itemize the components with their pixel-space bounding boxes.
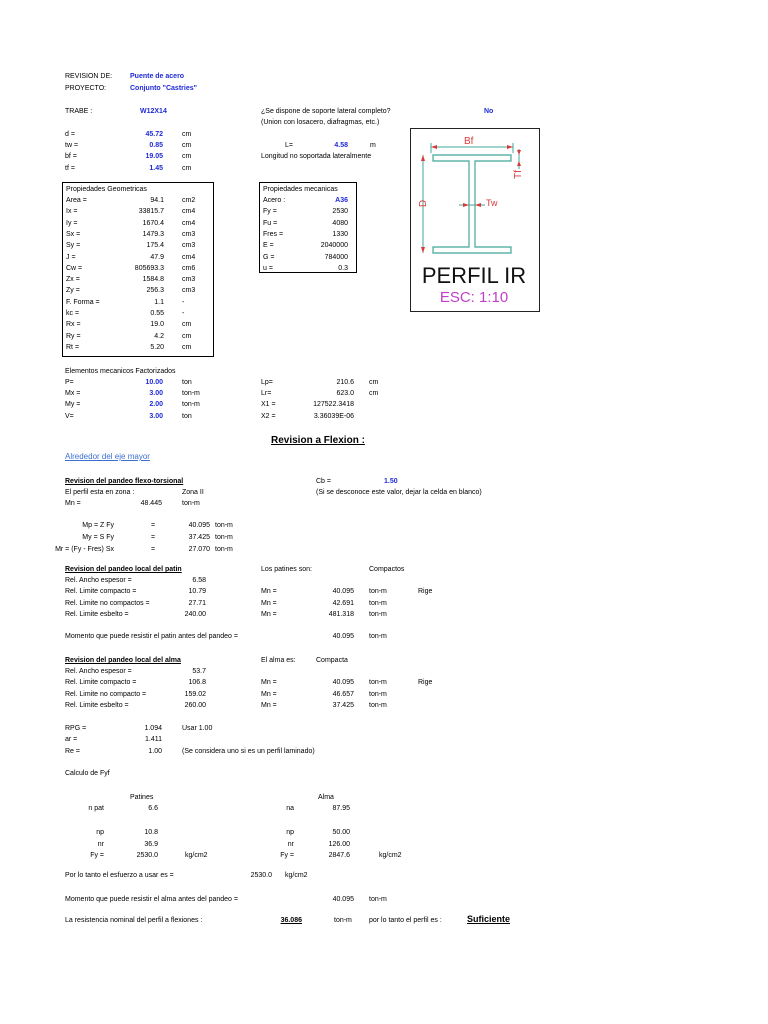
factored-label: V=: [65, 412, 74, 420]
fyf-left-label: n pat: [88, 805, 104, 812]
geo-prop-unit: cm4: [182, 208, 196, 216]
lateral-question: ¿Se dispone de soporte lateral completo?: [261, 108, 391, 115]
factored-value: 3.00: [149, 390, 163, 398]
factored-label: Lp=: [261, 379, 273, 386]
flange-row-label: Rel. Limite esbelto =: [65, 610, 129, 618]
rpg-label: RPG =: [65, 725, 87, 732]
factored-value: 10.00: [145, 379, 163, 386]
flange-row-mn-value: 42.691: [332, 599, 354, 607]
geo-prop-value: 1479.3: [142, 230, 164, 238]
factored-value: 127522.3418: [313, 401, 354, 409]
web-state-label: El alma es:: [261, 657, 296, 664]
geo-prop-label: Cw =: [66, 264, 83, 272]
flange-row-mn: Mn =: [261, 610, 277, 618]
tw-arrow-icon: [475, 203, 481, 207]
fyf-left-label: np: [96, 829, 104, 836]
mech-prop-value: 784000: [324, 253, 348, 261]
geo-prop-label: Rx =: [66, 321, 81, 329]
fyf-left-label: Fy =: [90, 852, 104, 859]
cb-value: 1.50: [384, 478, 398, 485]
moment-value: 27.070: [188, 546, 210, 553]
moment-unit: ton-m: [215, 522, 233, 529]
fyf-right-value: 50.00: [332, 829, 350, 836]
rpg-value: 1.411: [145, 736, 162, 744]
web-row-value: 260.00: [184, 701, 206, 709]
geo-prop-unit: cm6: [182, 264, 196, 272]
mech-prop-value: 0.3: [338, 264, 348, 272]
moment-unit: ton-m: [215, 546, 233, 553]
mech-prop-label: G =: [263, 253, 275, 261]
factored-value: 210.6: [336, 379, 354, 386]
mech-prop-label: Fu =: [263, 219, 278, 227]
flange-row-unit: ton-m: [369, 599, 387, 607]
factored-label: Mx =: [65, 390, 81, 398]
factored-label: X1 =: [261, 401, 276, 409]
fyf-left-value: 10.8: [144, 829, 158, 836]
flange-moment-value: 40.095: [332, 633, 354, 640]
factored-value: 2.00: [149, 401, 163, 409]
l-value: 4.58: [334, 142, 348, 149]
moment-value: 37.425: [188, 534, 210, 541]
flange-row-value: 6.58: [192, 577, 206, 584]
factored-unit: ton-m: [182, 390, 200, 398]
dim-label: tw =: [65, 142, 79, 149]
moment-label: Mp = Z Fy: [82, 522, 114, 529]
geo-prop-label: Zx =: [66, 276, 80, 284]
flange-state-value: Compactos: [369, 566, 405, 573]
web-row-label: Rel. Limite no compacto =: [65, 690, 147, 698]
moment-unit: ton-m: [215, 534, 233, 541]
flange-row-value: 27.71: [188, 599, 206, 607]
geo-prop-value: 47.9: [150, 253, 164, 261]
fyf-right-label: na: [286, 805, 294, 812]
geo-prop-value: 805693.3: [134, 264, 164, 272]
geo-prop-unit: -: [182, 310, 185, 317]
geo-prop-unit: cm4: [182, 253, 196, 261]
fyf-right-value: 126.00: [328, 841, 350, 848]
zone-value: Zona II: [182, 489, 204, 496]
trabe-label: TRABE :: [65, 108, 93, 115]
nominal-unit: ton-m: [334, 917, 352, 924]
web-row-mn-value: 37.425: [332, 701, 354, 709]
geo-prop-unit: cm: [182, 321, 192, 329]
dim-label: d =: [65, 131, 75, 138]
mechanical-properties-title: Propiedades mecanicas: [263, 186, 338, 193]
geo-prop-label: Ry =: [66, 332, 81, 340]
d-arrow-top-icon: [421, 155, 425, 161]
tw-arrow-icon: [463, 203, 469, 207]
geo-prop-unit: cm3: [182, 276, 196, 284]
factored-value: 623.0: [336, 390, 354, 398]
geo-prop-label: Sy =: [66, 242, 81, 250]
mn-unit: ton-m: [182, 500, 200, 507]
flange-row-label: Rel. Limite compacto =: [65, 588, 137, 596]
web-row-unit: ton-m: [369, 701, 387, 709]
geo-prop-label: Iy =: [66, 219, 78, 227]
geo-prop-value: 1670.4: [142, 219, 164, 227]
mech-prop-label: u =: [263, 264, 273, 272]
dim-value: 45.72: [145, 131, 163, 138]
mech-prop-value: 1330: [332, 230, 348, 238]
web-row-mn: Mn =: [261, 690, 277, 698]
geo-prop-label: J =: [66, 253, 76, 261]
l-note: Longitud no soportada lateralmente: [261, 153, 372, 160]
geo-prop-label: F. Forma =: [66, 298, 100, 306]
rpg-value: 1.094: [144, 725, 162, 732]
web-row-value: 53.7: [192, 668, 206, 675]
flange-row-governs: Rige: [418, 588, 433, 596]
stress-unit: kg/cm2: [285, 872, 308, 879]
dim-unit: cm: [182, 153, 192, 160]
flange-row-unit: ton-m: [369, 610, 387, 618]
fyf-right-label: nr: [287, 841, 294, 848]
fyf-right-unit: kg/cm2: [379, 852, 402, 859]
web-row-value: 106.8: [188, 679, 206, 687]
fyf-patines-label: Patines: [130, 794, 154, 801]
moment-label: My = S Fy: [82, 534, 114, 541]
flange-row-unit: ton-m: [369, 588, 387, 596]
fyf-right-value: 2847.6: [328, 852, 350, 859]
mech-prop-value: A36: [335, 197, 348, 204]
flange-row-value: 240.00: [184, 610, 206, 618]
conclusion-value: Suficiente: [467, 914, 511, 924]
factored-label: P=: [65, 379, 74, 386]
geo-prop-unit: cm3: [182, 230, 196, 238]
factored-label: X2 =: [261, 412, 276, 420]
dim-unit: cm: [182, 131, 192, 138]
geo-prop-label: Rt =: [66, 343, 80, 351]
fyf-left-unit: kg/cm2: [185, 852, 208, 859]
tf-arrow-icon: [517, 161, 521, 166]
i-beam-outline: [433, 155, 511, 253]
zone-label: El perfil esta en zona :: [65, 489, 135, 496]
geo-prop-label: Ix =: [66, 208, 78, 216]
factored-label: Lr=: [261, 390, 272, 398]
profile-scale: ESC: 1:10: [439, 289, 509, 306]
web-row-unit: ton-m: [369, 690, 387, 698]
project-value: Conjunto "Castries": [130, 85, 197, 92]
geo-prop-unit: cm2: [182, 197, 196, 204]
cb-note: (Si se desconoce este valor, dejar la celda en blanco): [316, 489, 482, 496]
geo-prop-unit: cm: [182, 332, 192, 340]
geo-prop-label: kc =: [66, 310, 80, 317]
flange-title: Revision del pandeo local del patin: [65, 566, 182, 573]
flange-row-mn: Mn =: [261, 588, 277, 596]
factored-title: Elementos mecanicos Factorizados: [65, 368, 176, 375]
flange-row-label: Rel. Ancho espesor =: [65, 577, 132, 584]
moment-label: Mr = (Fy - Fres) Sx: [55, 546, 114, 553]
geo-prop-unit: cm: [182, 343, 192, 351]
geo-prop-unit: cm3: [182, 242, 196, 250]
d-label: D: [418, 199, 430, 208]
geo-prop-unit: cm3: [182, 287, 196, 295]
flange-row-mn-value: 40.095: [332, 588, 354, 596]
l-unit: m: [370, 142, 376, 149]
fyf-left-value: 6.6: [148, 805, 158, 812]
fyf-right-value: 87.95: [332, 805, 350, 812]
profile-title: PERFIL IR: [421, 263, 527, 288]
tf-label: Tf: [512, 170, 524, 179]
geo-prop-unit: cm4: [182, 219, 196, 227]
geo-prop-value: 19.0: [150, 321, 164, 329]
dim-label: bf =: [65, 153, 77, 160]
factored-value: 3.36039E-06: [313, 412, 354, 420]
fyf-title: Calculo de Fyf: [65, 770, 110, 777]
stress-value: 2530.0: [250, 872, 272, 879]
factored-value: 3.00: [149, 412, 163, 420]
moment-eq: =: [151, 534, 156, 541]
geo-prop-value: 94.1: [150, 197, 164, 204]
project-label: PROYECTO:: [65, 85, 107, 92]
dim-value: 1.45: [149, 165, 163, 172]
geo-prop-label: Sx =: [66, 230, 81, 238]
tw-label: Tw: [486, 198, 498, 208]
web-state-value: Compacta: [316, 657, 348, 664]
web-row-mn-value: 40.095: [332, 679, 354, 687]
moment-eq: =: [151, 546, 156, 553]
mech-prop-value: 2530: [332, 208, 348, 216]
nominal-label: La resistencia nominal del perfil a flexiones :: [65, 917, 203, 924]
rpg-note: Usar 1.00: [182, 725, 213, 732]
web-moment-label: Momento que puede resistir el alma antes del pandeo =: [65, 896, 238, 903]
ftb-title: Revision del pandeo flexo-torsional: [65, 478, 184, 485]
cb-label: Cb =: [316, 478, 331, 485]
rpg-note: (Se considera uno si es un perfil laminado): [182, 747, 315, 755]
web-row-label: Rel. Limite esbelto =: [65, 701, 129, 709]
conclusion-label: por lo tanto el perfil es :: [369, 917, 442, 924]
flange-moment-unit: ton-m: [369, 633, 387, 640]
fyf-left-value: 2530.0: [136, 852, 158, 859]
mech-prop-value: 2040000: [320, 242, 348, 250]
geo-prop-value: 33815.7: [138, 208, 164, 216]
flange-row-value: 10.79: [188, 588, 206, 596]
tf-arrow-icon: [517, 150, 521, 155]
rpg-label: Re =: [65, 747, 80, 755]
nominal-value: 36.086: [280, 917, 302, 924]
trabe-value: W12X14: [140, 108, 167, 115]
factored-unit: cm: [369, 379, 379, 386]
mech-prop-label: Fres =: [263, 230, 284, 238]
mech-prop-label: E =: [263, 242, 274, 250]
web-moment-unit: ton-m: [369, 896, 387, 903]
mn-label: Mn =: [65, 500, 81, 507]
mech-prop-label: Acero :: [263, 197, 286, 204]
mech-prop-value: 4080: [332, 219, 348, 227]
geo-prop-value: 4.2: [154, 332, 164, 340]
flexion-heading: Revision a Flexion :: [271, 435, 365, 446]
geo-prop-value: 256.3: [146, 287, 164, 295]
rpg-label: ar =: [65, 736, 78, 744]
geo-prop-label: Area =: [66, 197, 87, 204]
flange-row-mn-value: 481.318: [328, 610, 354, 618]
mech-prop-label: Fy =: [263, 208, 277, 216]
dim-unit: cm: [182, 165, 192, 172]
web-row-label: Rel. Ancho espesor =: [65, 668, 132, 675]
stress-label: Por lo tanto el esfuerzo a usar es =: [65, 872, 174, 879]
fyf-right-label: np: [286, 829, 294, 836]
web-row-mn-value: 46.657: [332, 690, 354, 698]
web-row-value: 159.02: [184, 690, 206, 698]
geo-prop-value: 0.55: [150, 310, 164, 317]
web-row-mn: Mn =: [261, 679, 277, 687]
dim-value: 19.05: [145, 153, 163, 160]
flange-moment-label: Momento que puede resistir el patin antes del pandeo =: [65, 633, 238, 640]
web-row-governs: Rige: [418, 679, 433, 687]
web-row-mn: Mn =: [261, 701, 277, 709]
factored-label: My =: [65, 401, 81, 409]
bf-label: Bf: [464, 136, 474, 147]
geo-prop-value: 175.4: [146, 242, 164, 250]
lateral-note: (Union con losacero, diafragmas, etc.): [261, 119, 380, 126]
factored-unit: ton-m: [182, 401, 200, 409]
web-title: Revision del pandeo local del alma: [65, 657, 181, 664]
web-row-unit: ton-m: [369, 679, 387, 687]
geo-prop-value: 1584.8: [142, 276, 164, 284]
rpg-value: 1.00: [148, 747, 162, 755]
revision-value: Puente de acero: [130, 73, 185, 80]
geo-prop-unit: -: [182, 298, 185, 306]
flange-row-label: Rel. Limite no compactos =: [65, 599, 150, 607]
revision-label: REVISION DE:: [65, 73, 113, 80]
dim-unit: cm: [182, 142, 192, 149]
web-row-label: Rel. Limite compacto =: [65, 679, 137, 687]
fyf-left-label: nr: [97, 841, 104, 848]
mn-value: 48.445: [140, 500, 162, 507]
major-axis-link[interactable]: Alrededor del eje mayor: [65, 452, 150, 461]
geometric-properties-title: Propiedades Geometricas: [66, 186, 147, 193]
l-label: L=: [285, 142, 293, 149]
geo-prop-label: Zy =: [66, 287, 80, 295]
geo-prop-value: 1.1: [154, 298, 164, 306]
lateral-answer: No: [484, 108, 494, 115]
fyf-right-label: Fy =: [280, 852, 294, 859]
bf-arrow-left-icon: [431, 145, 437, 149]
moment-value: 40.095: [188, 522, 210, 529]
flange-state-label: Los patines son:: [261, 566, 312, 573]
flange-row-mn: Mn =: [261, 599, 277, 607]
bf-arrow-right-icon: [507, 145, 513, 149]
fyf-left-value: 36.9: [144, 841, 158, 848]
dim-label: tf =: [65, 165, 75, 172]
geo-prop-value: 5.20: [150, 343, 164, 351]
factored-unit: ton: [182, 412, 192, 420]
dim-value: 0.85: [149, 142, 163, 149]
moment-eq: =: [151, 522, 156, 529]
factored-unit: cm: [369, 390, 379, 398]
fyf-alma-label: Alma: [318, 794, 334, 801]
factored-unit: ton: [182, 379, 192, 386]
web-moment-value: 40.095: [332, 896, 354, 903]
d-arrow-bottom-icon: [421, 247, 425, 253]
